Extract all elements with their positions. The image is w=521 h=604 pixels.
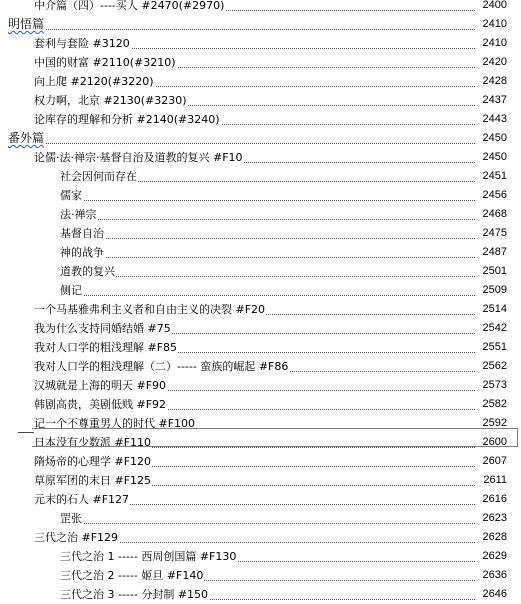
toc-entry-title: 韩剧高贵，美剧低贱 #F92 [34, 395, 167, 414]
toc-entry-page-number: 2451 [482, 167, 507, 186]
dot-leader [60, 257, 475, 258]
dot-leader [60, 295, 475, 296]
dot-leader [60, 276, 475, 277]
toc-entry-title: 中介篇（四）----买人 #2470(#2970) [34, 0, 225, 15]
toc-entry-page-number: 2616 [482, 490, 507, 509]
toc-entry-title: 我对人口学的粗浅理解（二）----- 蛮族的崛起 #F86 [34, 357, 289, 376]
toc-entry[interactable] [0, 281, 521, 300]
toc-entry-page-number: 2437 [482, 91, 507, 110]
toc-entry[interactable] [0, 376, 521, 395]
toc-entry-page-number: 2611 [482, 471, 507, 490]
toc-entry[interactable] [0, 224, 521, 243]
toc-entry-page-number: 2623 [482, 509, 507, 528]
toc-entry-title: 三代之治 1 ----- 西周创国篇 #F130 [60, 547, 237, 566]
toc-entry[interactable] [0, 566, 521, 585]
toc-entry-title: 论儒·法·禅宗·基督自治及道教的复兴 #F10 [34, 148, 244, 167]
toc-entry-title: 记一个不尊重男人的时代 #F100 [34, 414, 196, 433]
toc-entry[interactable] [0, 509, 521, 528]
toc-entry[interactable] [0, 490, 521, 509]
toc-entry[interactable] [0, 433, 521, 452]
dot-leader [8, 29, 475, 30]
toc-entry-page-number: 2514 [482, 300, 507, 319]
toc-entry[interactable] [0, 186, 521, 205]
toc-entry[interactable] [0, 91, 521, 110]
toc-entry-page-number: 2582 [482, 395, 507, 414]
toc-entry-title: 权力啊，北京 #2130(#3230) [34, 91, 188, 110]
toc-entry-title: 法·禅宗 [60, 205, 98, 224]
toc-entry-page-number: 2562 [482, 357, 507, 376]
toc-entry[interactable] [0, 414, 521, 433]
toc-entry-page-number: 2443 [482, 110, 507, 129]
toc-entry-page-number: 2410 [482, 34, 507, 53]
toc-entry-title: 社会因何而存在 [60, 167, 138, 186]
toc-entry-page-number: 2420 [482, 53, 507, 72]
toc-entry[interactable] [0, 547, 521, 566]
toc-entry-title: 一个马基雅弗利主义者和自由主义的决裂 #F20 [34, 300, 266, 319]
toc-entry-page-number: 2628 [482, 528, 507, 547]
toc-entry-title: 隋炀帝的心理学 #F120 [34, 452, 152, 471]
toc-entry-title: 套利与套险 #3120 [34, 34, 131, 53]
toc-entry-page-number: 2456 [482, 186, 507, 205]
toc-entry-title: 草原军团的末日 #F125 [34, 471, 152, 490]
toc-entry-title: 儒家 [60, 186, 83, 205]
toc-entry-page-number: 2600 [482, 433, 507, 452]
insertion-marker [18, 432, 34, 433]
toc-entry-page-number: 2509 [482, 281, 507, 300]
toc-entry-page-number: 2450 [482, 129, 507, 148]
toc-entry-page-number: 2410 [482, 15, 507, 34]
toc-entry-page-number: 2573 [482, 376, 507, 395]
dot-leader [60, 523, 475, 524]
toc-entry-page-number: 2607 [482, 452, 507, 471]
toc-entry[interactable] [0, 319, 521, 338]
toc-entry-page-number: 2592 [482, 414, 507, 433]
toc-entry-title: 我对人口学的粗浅理解 #F85 [34, 338, 178, 357]
toc-entry[interactable] [0, 53, 521, 72]
toc-entry[interactable] [0, 110, 521, 129]
toc-entry-title: 我为什么支持同婚结婚 #75 [34, 319, 172, 338]
toc-entry-page-number: 2487 [482, 243, 507, 262]
dot-leader [60, 219, 475, 220]
toc-entry-page-number: 2428 [482, 72, 507, 91]
toc-entry[interactable] [0, 243, 521, 262]
toc-entry-title: 侧记 [60, 281, 83, 300]
toc-entry-page-number: 2636 [482, 566, 507, 585]
dot-leader [60, 238, 475, 239]
toc-entry[interactable] [0, 205, 521, 224]
toc-entry-title: 番外篇 [8, 129, 45, 148]
toc-entry-page-number: 2646 [482, 585, 507, 604]
toc-entry-title: 元末的石人 #F127 [34, 490, 130, 509]
dot-leader [8, 143, 475, 144]
toc-entry-title: 论库存的理解和分析 #2140(#3240) [34, 110, 221, 129]
toc-entry-title: 道教的复兴 [60, 262, 116, 281]
toc-entry[interactable] [0, 338, 521, 357]
toc-entry-page-number: 2450 [482, 148, 507, 167]
toc-entry[interactable] [0, 585, 521, 604]
toc-entry-page-number: 2501 [482, 262, 507, 281]
toc-entry-title: 日本没有少数派 #F110 [34, 433, 152, 452]
dot-leader [60, 200, 475, 201]
toc-entry-title: 三代之治 2 ----- 姬旦 #F140 [60, 566, 204, 585]
toc-entry-page-number: 2629 [482, 547, 507, 566]
toc-entry-title: 基督自治 [60, 224, 105, 243]
toc-entry[interactable] [0, 528, 521, 547]
toc-entry-title: 神的战争 [60, 243, 105, 262]
toc-entry-page-number: 2400 [482, 0, 507, 15]
toc-entry-page-number: 2475 [482, 224, 507, 243]
toc-entry-title: 向上爬 #2120(#3220) [34, 72, 155, 91]
toc-entry[interactable] [0, 262, 521, 281]
toc-entry[interactable] [0, 148, 521, 167]
toc-entry[interactable] [0, 0, 521, 15]
toc-entry[interactable] [0, 357, 521, 376]
toc-entry-page-number: 2551 [482, 338, 507, 357]
toc-entry-title: 罡张 [60, 509, 83, 528]
toc-entry[interactable] [0, 15, 521, 34]
toc-entry[interactable] [0, 471, 521, 490]
toc-entry[interactable] [0, 72, 521, 91]
toc-entry[interactable] [0, 300, 521, 319]
toc-entry[interactable] [0, 395, 521, 414]
toc-entry-page-number: 2468 [482, 205, 507, 224]
toc-entry-title: 明悟篇 [8, 15, 45, 34]
toc-entry-title: 中国的财富 #2110(#3210) [34, 53, 177, 72]
toc-entry[interactable] [0, 34, 521, 53]
toc-entry[interactable] [0, 167, 521, 186]
toc-entry-title: 三代之治 #F129 [34, 528, 119, 547]
toc-entry[interactable] [0, 129, 521, 148]
toc-entry-title: 汉城就是上海的明天 #F90 [34, 376, 167, 395]
toc-entry-page-number: 2542 [482, 319, 507, 338]
toc-entry[interactable] [0, 452, 521, 471]
toc-entry-title: 三代之治 3 ----- 分封制 #150 [60, 585, 209, 604]
